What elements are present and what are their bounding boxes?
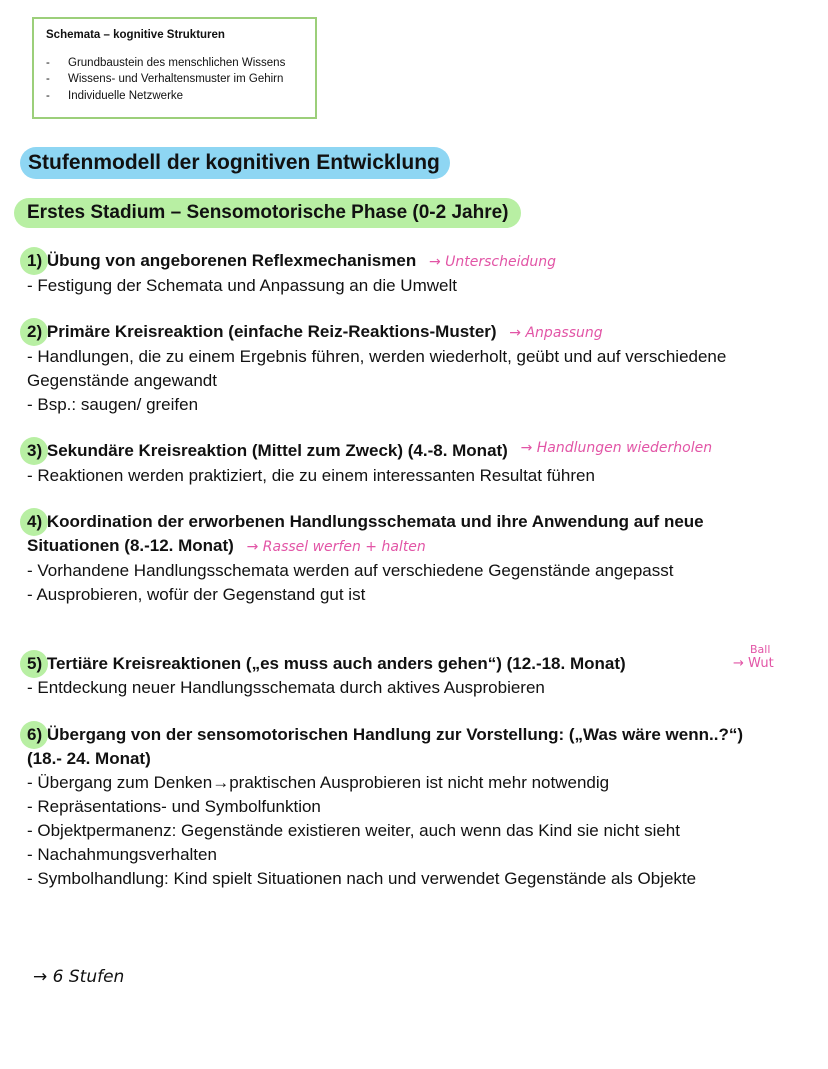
section-line: - Objektpermanenz: Gegenstände existieren weiter, auch wenn das Kind sie nicht sieht (27, 821, 680, 840)
section-number: 2) (27, 322, 43, 341)
handwritten-footer-note: → 6 Stufen (33, 967, 125, 987)
section-line: - Ausprobieren, wofür der Gegenstand gut ist (27, 585, 366, 604)
section-heading (27, 652, 817, 676)
section-2 (27, 320, 817, 417)
section-number: 5) (27, 654, 43, 673)
section-line: - Entdeckung neuer Handlungsschemata durch aktives Ausprobieren (27, 678, 545, 697)
section-line: - Repräsentations- und Symbolfunktion (27, 797, 321, 816)
section-4 (27, 510, 817, 607)
section-title: Koordination der erworbenen Handlungsschemata und ihre Anwendung auf neue Situationen (8.-12. Monat) (27, 512, 704, 555)
section-title: Übergang von der sensomotorischen Handlung zur Vorstellung: („Was wäre wenn..?“) (18.- 24. Monat) (27, 725, 743, 768)
section-line: - Nachahmungsverhalten (27, 845, 217, 864)
section-1 (27, 249, 817, 298)
section-title: Übung von angeborenen Reflexmechanismen (46, 251, 417, 270)
handwritten-note: → Unterscheidung (428, 254, 556, 270)
section-heading (27, 510, 747, 559)
section-number: 3) (27, 441, 43, 460)
section-6 (27, 723, 817, 891)
section-5 (27, 652, 817, 700)
section-line: - Vorhandene Handlungsschemata werden auf verschiedene Gegenstände angepasst (27, 561, 674, 580)
box-list-item: - Wissens- und Verhaltensmuster im Gehirn (46, 71, 305, 88)
handwritten-note: → Anpassung (509, 325, 603, 341)
section-line: - Symbolhandlung: Kind spielt Situationen nach und verwendet Gegenstände als Objekte (27, 869, 697, 888)
section-line: - Festigung der Schemata und Anpassung an die Umwelt (27, 276, 457, 295)
section-line: - Bsp.: saugen/ greifen (27, 395, 199, 414)
section-line: - Übergang zum Denken→praktischen Ausprobieren ist nicht mehr notwendig (27, 773, 610, 792)
section-title: Tertiäre Kreisreaktionen („es muss auch anders gehen“) (12.-18. Monat) (46, 654, 626, 673)
section-heading (27, 723, 747, 771)
box-list (46, 55, 305, 105)
handwritten-note-top: Ball (750, 643, 771, 656)
section-title: Primäre Kreisreaktion (einfache Reiz-Reaktions-Muster) (46, 322, 497, 341)
section-3 (27, 439, 817, 488)
section-line: - Reaktionen werden praktiziert, die zu einem interessanten Resultat führen (27, 466, 595, 485)
schemata-box (32, 17, 317, 119)
handwritten-note: → Handlungen wiederholen (520, 440, 713, 456)
section-heading (27, 439, 817, 464)
box-title: Schemata – kognitive Strukturen (46, 29, 225, 41)
section-number: 4) (27, 512, 43, 531)
box-list-item: - Grundbaustein des menschlichen Wissens (46, 55, 305, 72)
section-heading (27, 249, 817, 274)
handwritten-note: → Rassel werfen + halten (246, 539, 426, 555)
section-title: Sekundäre Kreisreaktion (Mittel zum Zweck) (4.-8. Monat) (46, 441, 508, 460)
handwritten-note-ball (733, 643, 781, 673)
section-heading (27, 320, 817, 345)
handwritten-note: → Wut (733, 656, 774, 671)
stage-heading: Erstes Stadium – Sensomotorische Phase (0-2 Jahre) (14, 198, 521, 228)
section-line: - Handlungen, die zu einem Ergebnis führen, werden wiederholt, geübt und auf verschiedene Gegenstände angewandt (27, 347, 727, 390)
section-number: 6) (27, 725, 43, 744)
box-list-item: - Individuelle Netzwerke (46, 88, 305, 105)
section-number: 1) (27, 251, 43, 270)
main-heading: Stufenmodell der kognitiven Entwicklung (20, 147, 450, 179)
